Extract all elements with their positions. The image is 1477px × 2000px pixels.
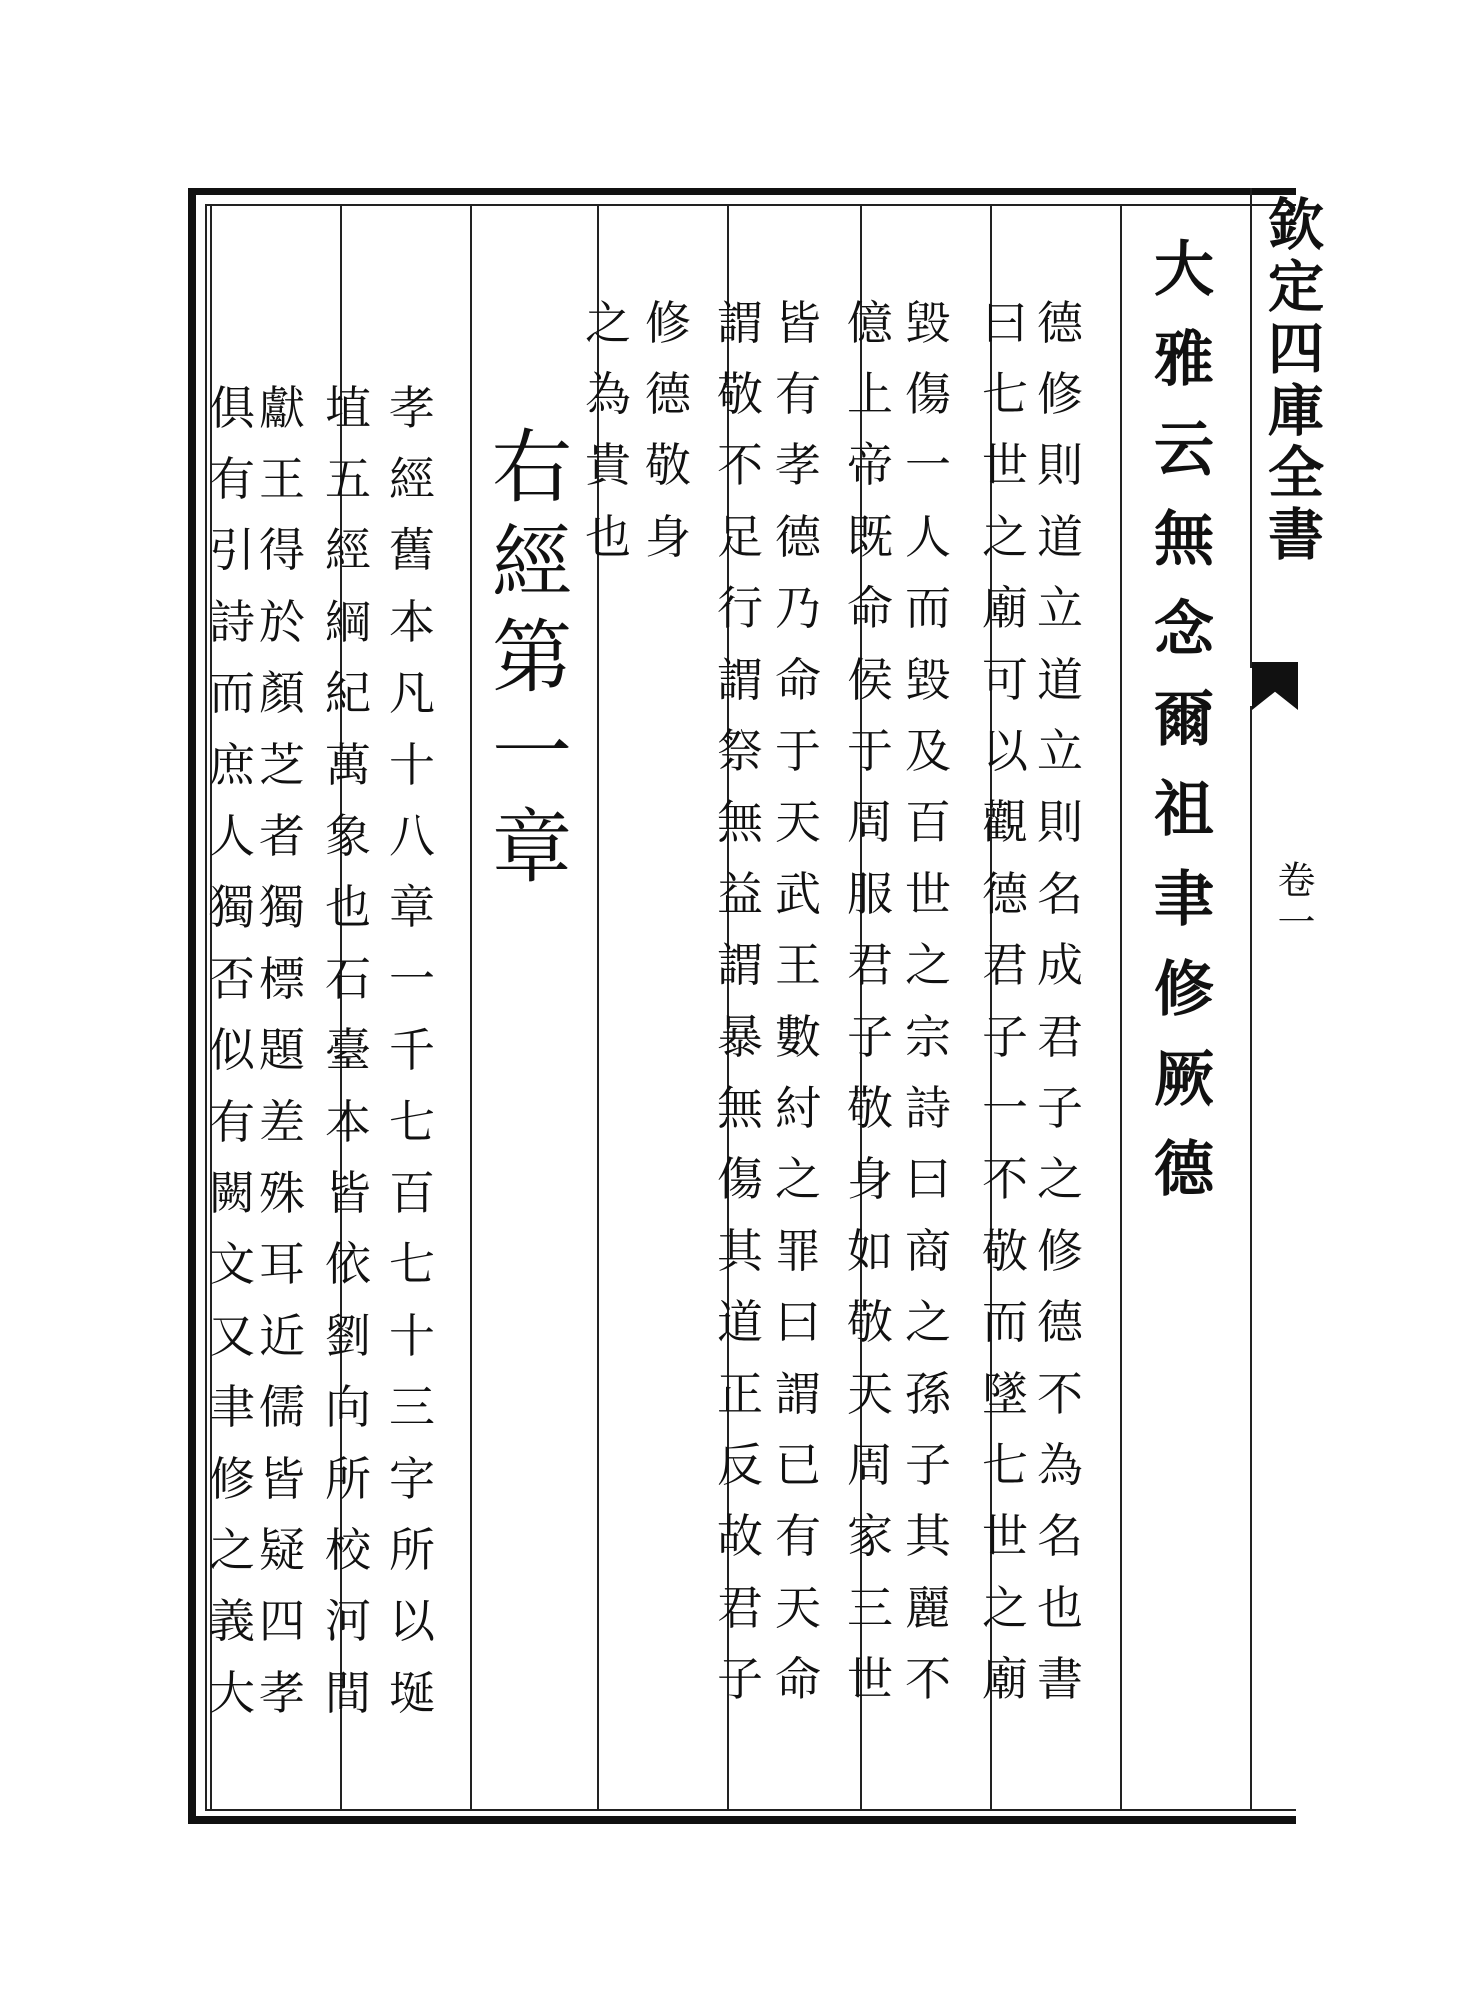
text-column: 億 上 帝 既 命 侯 于 周 服 君 子 敬 身 如 敬 天 周 家 三 世 [847, 295, 893, 1707]
text-column: 埴 五 經 綱 紀 萬 象 也 石 臺 本 皆 依 劉 向 所 校 河 間 [325, 380, 371, 1720]
text-column: 曰 七 世 之 廟 可 以 觀 德 君 子 一 不 敬 而 墜 七 世 之 廟 [982, 295, 1028, 1707]
text-column: 孝 經 舊 本 凡 十 八 章 一 千 七 百 七 十 三 字 所 以 埏 [389, 380, 435, 1720]
text-column: 毀 傷 一 人 而 毀 及 百 世 之 宗 詩 曰 商 之 孫 子 其 麗 不 [905, 295, 951, 1707]
text-column: 謂 敬 不 足 行 謂 祭 無 益 謂 暴 無 傷 其 道 正 反 故 君 子 [717, 295, 763, 1707]
text-column: 俱 有 引 詩 而 庶 人 獨 否 似 有 闕 文 又 聿 修 之 義 大 [209, 380, 255, 1720]
margin-title [1259, 195, 1325, 567]
banxin-rule [1250, 188, 1252, 668]
text-column: 之 為 貴 也 [585, 295, 631, 564]
text-column: 皆 有 孝 德 乃 命 于 天 武 王 數 紂 之 罪 曰 謂 已 有 天 命 [775, 295, 821, 1707]
column-rule [1120, 205, 1122, 1810]
verse-heading-column: 大 雅 云 無 念 爾 祖 聿 修 厥 德 [1154, 235, 1214, 1205]
text-column: 獻 王 得 於 顏 芝 者 獨 標 題 差 殊 耳 近 儒 皆 疑 四 孝 [259, 380, 305, 1720]
column-rule [470, 205, 472, 1810]
chapter-heading-column: 右 經 第 一 章 [492, 420, 572, 894]
margin-juan [1268, 860, 1318, 944]
banxin-rule [1250, 706, 1252, 1811]
margin-title-text: 欽定四庫全書 [1259, 195, 1325, 567]
juan-label: 卷一 [1271, 860, 1315, 944]
text-column: 德 修 則 道 立 道 立 則 名 成 君 子 之 修 德 不 為 名 也 書 [1037, 295, 1083, 1707]
text-column: 修 德 敬 身 [645, 295, 691, 564]
